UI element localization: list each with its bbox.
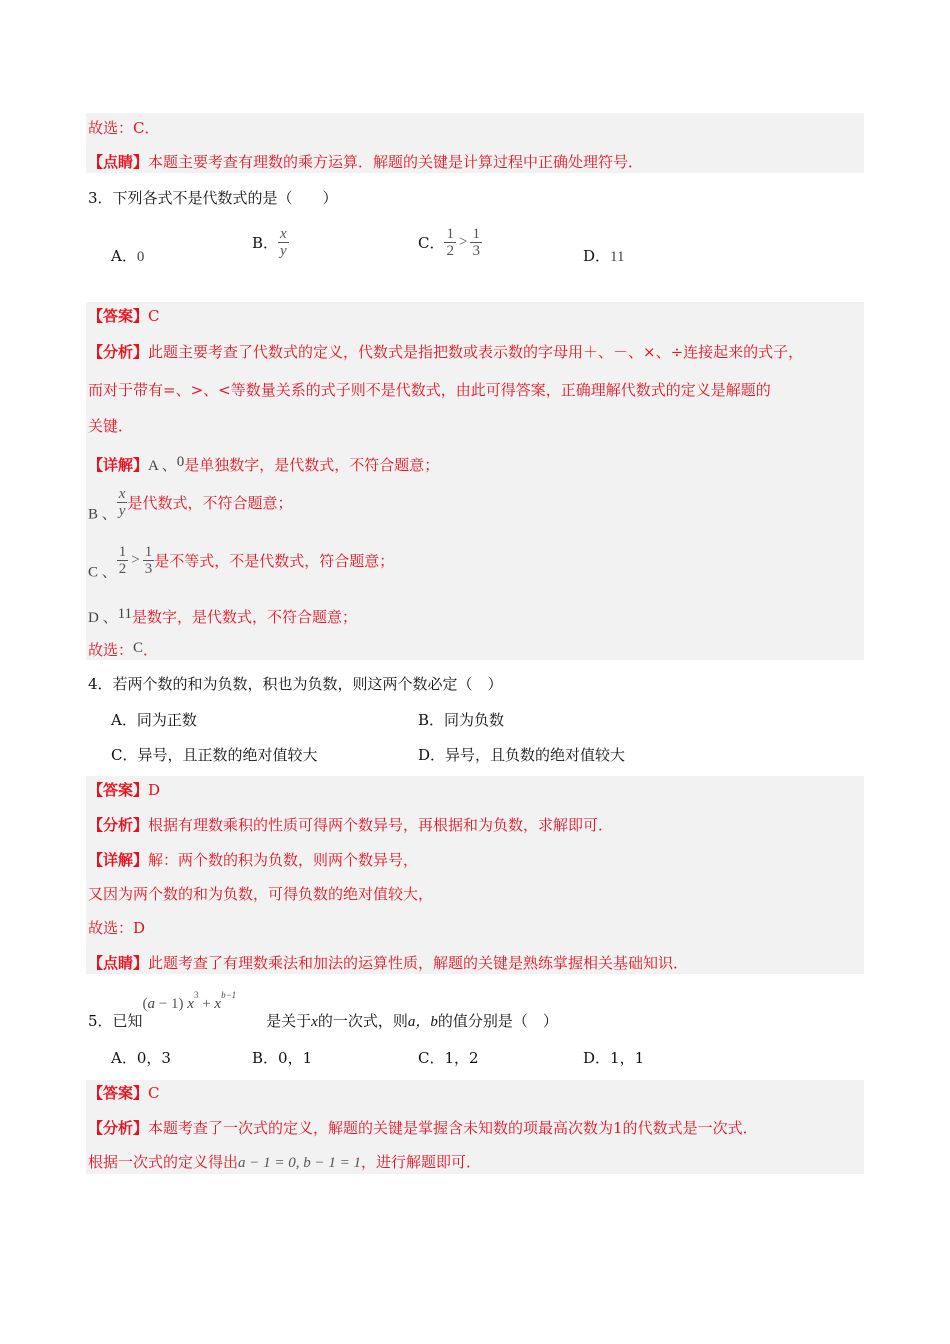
option-label: B． <box>252 234 279 252</box>
q3-option-a[interactable] <box>111 246 144 267</box>
q5-option-b[interactable]: B．0，1 <box>252 1049 313 1067</box>
inequality-expr: $\frac{1}{2}$ > $\frac{1}{3}$ <box>118 544 153 577</box>
analysis-text: 此题主要考查了代数式的定义，代数式是指把数或表示数的字母用＋、－、×、÷连接起来的式子， <box>148 343 804 361</box>
q3-option-b[interactable] <box>252 226 289 259</box>
q5-answer: 【答案】C <box>88 1084 160 1102</box>
q4-analysis: 【分析】根据有理数乘积的性质可得两个数异号，再根据和为负数，求解即可． <box>88 816 614 834</box>
q3-analysis-3: 关键． <box>88 417 134 435</box>
detail-tag: 【详解】 <box>88 456 149 474</box>
detail-text: 是单独数字，是代数式，不符合题意； <box>184 456 440 474</box>
q3-detail-d <box>88 604 357 628</box>
q5-expression: (a − 1) $x^3 + x^{b-1}$ <box>142 990 237 1012</box>
q3-detail-a <box>88 452 439 476</box>
q4-detail-1: 【详解】解：两个数的积为负数，则两个数异号， <box>88 851 419 869</box>
q5-option-c[interactable]: C．1，2 <box>418 1049 479 1067</box>
q4-stem: 4．若两个数的和为负数，积也为负数，则这两个数必定（ ） <box>88 675 503 693</box>
q4-option-b[interactable]: B．同为负数 <box>418 711 505 729</box>
detail-label: B 、 <box>88 506 117 523</box>
q4-option-d[interactable]: D．异号，且负数的绝对值较大 <box>418 746 626 764</box>
q3-option-d[interactable] <box>583 246 624 267</box>
q4-option-a[interactable]: A．同为正数 <box>111 711 197 729</box>
q4-answer: 【答案】D <box>88 781 161 799</box>
detail-label: D 、 <box>88 610 118 626</box>
q5-option-d[interactable]: D．1，1 <box>583 1049 645 1067</box>
option-label: C． <box>418 234 445 252</box>
dianjing-text: 本题主要考查有理数的乘方运算．解题的关键是计算过程中正确处理符号． <box>148 153 644 171</box>
q2-dianjing <box>88 152 643 172</box>
q5-option-a[interactable]: A．0，3 <box>111 1049 171 1067</box>
inequality-expr: $\frac{1}{2}$ > $\frac{1}{3}$ <box>446 226 480 259</box>
detail-expr: 0 <box>176 454 185 470</box>
fraction-x-over-y: $\frac{x}{y}$ <box>280 226 287 259</box>
q3-analysis-2: 而对于带有=、>、<等数量关系的式子则不是代数式，由此可得答案，正确理解代数式的定义是解题的 <box>88 381 771 399</box>
q4-option-c[interactable]: C．异号，且正数的绝对值较大 <box>111 746 318 764</box>
analysis-tag: 【分析】 <box>88 343 149 361</box>
detail-text: 是数字，是代数式，不符合题意； <box>132 608 358 626</box>
q3-option-c[interactable] <box>418 226 482 259</box>
q5-stem: 5．已知(a − 1) $x^3 + x^{b-1}$是关于x的一次式，则a，b的值分别是（ ） <box>88 990 558 1030</box>
q3-guxuan: 故选：C． <box>88 640 159 659</box>
detail-text: 是不等式，不是代数式，符合题意； <box>154 552 395 570</box>
detail-label: A 、 <box>148 458 177 474</box>
dianjing-tag: 【点睛】 <box>88 153 149 171</box>
q3-detail-c <box>88 544 394 582</box>
option-expr: 0 <box>136 249 145 265</box>
q3-answer <box>88 306 160 326</box>
option-label: D． <box>583 247 611 265</box>
q3-detail-b <box>88 486 292 524</box>
answer-value: C <box>148 307 160 325</box>
q5-analysis-1: 【分析】本题考查了一次式的定义，解题的关键是掌握含未知数的项最高次数为1的代数式是一次式． <box>88 1119 758 1137</box>
option-expr: 11 <box>610 249 625 265</box>
detail-label: C 、 <box>88 564 117 581</box>
detail-text: 是代数式，不符合题意； <box>127 494 293 512</box>
detail-expr: 11 <box>117 606 133 622</box>
q3-stem: 3．下列各式不是代数式的是（ ） <box>88 189 338 207</box>
q4-solution-box <box>86 776 864 974</box>
q4-dianjing: 【点睛】此题考查了有理数乘法和加法的运算性质，解题的关键是熟练掌握相关基础知识． <box>88 954 689 972</box>
q4-detail-2: 又因为两个数的和为负数，可得负数的绝对值较大， <box>88 885 434 903</box>
q4-guxuan: 故选：D <box>88 919 146 937</box>
fraction-x-over-y: $\frac{x}{y}$ <box>118 486 126 519</box>
answer-tag: 【答案】 <box>88 307 149 325</box>
condition-expr: a − 1 = 0, b − 1 = 1 <box>238 1155 362 1171</box>
q2-guxuan: 故选：C． <box>88 119 160 137</box>
q5-analysis-2: 根据一次式的定义得出a − 1 = 0, b − 1 = 1，进行解题即可． <box>88 1153 482 1171</box>
q3-analysis-1 <box>88 342 803 362</box>
option-label: A． <box>111 247 137 265</box>
